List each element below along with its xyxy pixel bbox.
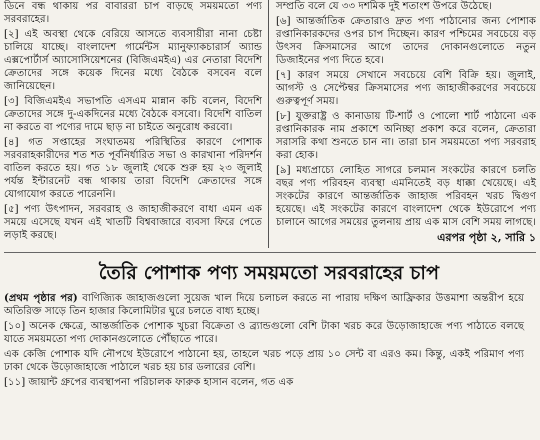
paragraph: সম্প্রতি বলে যে ৩৩ দশমিক দুই শতাংশ উপরে উঠেছে।: [276, 1, 493, 12]
paragraph: ডিনে বন্ধ থাকায় পর বাবাররা চাপ বাড়ছে সময়মতো পণ্য সরবরাহের।: [4, 1, 262, 25]
article-continuation: [4, 258, 534, 391]
article-headline: তৈরি পোশাক পণ্য সময়মতো সরবরাহের চাপ: [98, 262, 440, 284]
paragraph: [৬] আন্তর্জাতিক ক্রেতারাও দ্রুত পণ্য পাঠানোর জন্য পোশাক রপ্তানিকারকদের ওপর চাপ দিচ্ছেন। কারণ পশ্চিমের সবচেয়ে বড় উৎসব ক্রিসমাসের আগে তাদের দোকানগুলোতে নতুন ডিজাইনের পণ্য দিতে হবে।: [276, 16, 536, 66]
upper-left-column: [4, 0, 262, 244]
paragraph: [৫] পণ্য উৎপাদন, সরবরাহ ও জাহাজীকরণে বাধা এমন এক সময়ে এসেছে যখন এই খাতটি বিশ্ববাজারে ব্যবসা ফিরে পেতে লড়াই করছে।: [4, 204, 262, 241]
continuation-note: এরপর পৃষ্ঠা ২, সারি ১: [437, 231, 536, 244]
paragraph: [১০] অনেক ক্ষেত্রে, আন্তর্জাতিক পোশাক খুচরা বিক্রেতা ও ব্র্যান্ডগুলো বেশি টাকা খরচ করে উড়োজাহাজে পণ্য পাঠাতে বলছে যাতে সময়মতো পণ্য দোকানগুলোতে পৌঁছাতে পারে।: [4, 321, 524, 345]
column-divider: [268, 0, 269, 248]
paragraph: এক কেজি পোশাক যদি নৌপথে ইউরোপে পাঠানো হয়, তাহলে খরচ পড়ে প্রায় ১০ সেন্ট বা এরও কম। কিন্তু, একই পরিমাণ পণ্য ঢাকা থেকে উড়োজাহাজে পাঠালে খরচ হয় চার ডলারের বেশি।: [4, 349, 524, 373]
article-body: [4, 292, 524, 389]
lead-paragraph: [4, 292, 524, 318]
paragraph: [১১] জায়ান্ট গ্রুপের ব্যবস্থাপনা পরিচালক ফারুক হাসান বলেন, গত এক: [4, 377, 294, 388]
continued-from-label: (প্রথম পৃষ্ঠার পর): [4, 292, 78, 304]
paragraph: [৭] কারণ সময়ে সেখানে সবচেয়ে বেশি বিক্রি হয়। জুলাই, আগস্ট ও সেপ্টেম্বর ক্রিসমাসের পণ্য জাহাজীকরণের সবচেয়ে গুরুত্বপূর্ণ সময়।: [276, 70, 536, 107]
lead-text: বাণিজ্যিক জাহাজগুলো সুয়েজ খাল দিয়ে চলাচল করতে না পারায় দক্ষিণ আফ্রিকার উত্তমাশা অন্তরীপ হয়ে অতিরিক্ত সাড়ে তিন হাজার কিলোমিটার ঘুরে চলতে বাধ্য হচ্ছে।: [4, 293, 524, 317]
paragraph: [৪] গত সপ্তাহের সংঘাতময় পরিস্থিতির কারণে পোশাক সরবরাহকারীদের শত শত পূর্বনির্ধারিত সভা ও কারখানা পরিদর্শন বাতিল করতে হয়। গত ১৮ জুলাই থেকে শুরু হয় ২৩ জুলাই পর্যন্ত ইন্টারনেট বন্ধ থাকায় তারা বিদেশি ক্রেতাদের সঙ্গে যোগাযোগ করতে পারেননি।: [4, 137, 262, 200]
paragraph: [৮] যুক্তরাষ্ট্র ও কানাডায় টি-শার্ট ও পোলো শার্ট পাঠানো এক রপ্তানিকারক নাম প্রকাশে অনিচ্ছা প্রকাশ করে বলেন, ক্রেতারা সরাসরি কথা শুনতে চান না। তারা চান সময়মতো পণ্য সরবরাহ করা হোক।: [276, 111, 536, 161]
paragraph: [৩] বিজিএমইএ সভাপতি এসএম মান্নান কচি বলেন, বিদেশি ক্রেতাদের সঙ্গে দু-একদিনের মধ্যে বৈঠকে বসবো। বিদেশি বাতিল না করতে বা পণ্যের দামে ছাড় না চাইতে অনুরোধ করবো।: [4, 96, 262, 133]
paragraph: [২] এই অবস্থা থেকে বেরিয়ে আসতে ব্যবসায়ীরা নানা চেষ্টা চালিয়ে যাচ্ছে। বাংলাদেশ গার্মেন্টস ম্যানুফ্যাকচারার্স অ্যান্ড এক্সপোর্টার্স অ্যাসোসিয়েশনের (বিজিএমইএ) এর নেতারা বিদেশি ক্রেতাদের সঙ্গে কয়েক দিনের মধ্যে বৈঠকে বসবেন বলে জানিয়েছেন।: [4, 29, 262, 92]
upper-right-column: [276, 0, 536, 244]
paragraph: [৯] মধ্যপ্রাচ্যে লোহিত সাগরে চলমান সংকটের কারণে চলতি বছর পণ্য পরিবহন ব্যবস্থা এমনিতেই বড় ধাক্কা খেয়েছে। এই সংকটের কারণে আন্তর্জাতিক জাহাজ পরিবহন খরচ দ্বিগুণ হয়েছে। এই সংকটের কারণে বাংলাদেশ থেকে ইউরোপে পণ্য চালানে আগের সময়ের তুলনায় প্রায় এক মাস বেশি সময় লাগছে।: [276, 165, 536, 228]
section-divider: [4, 252, 536, 253]
